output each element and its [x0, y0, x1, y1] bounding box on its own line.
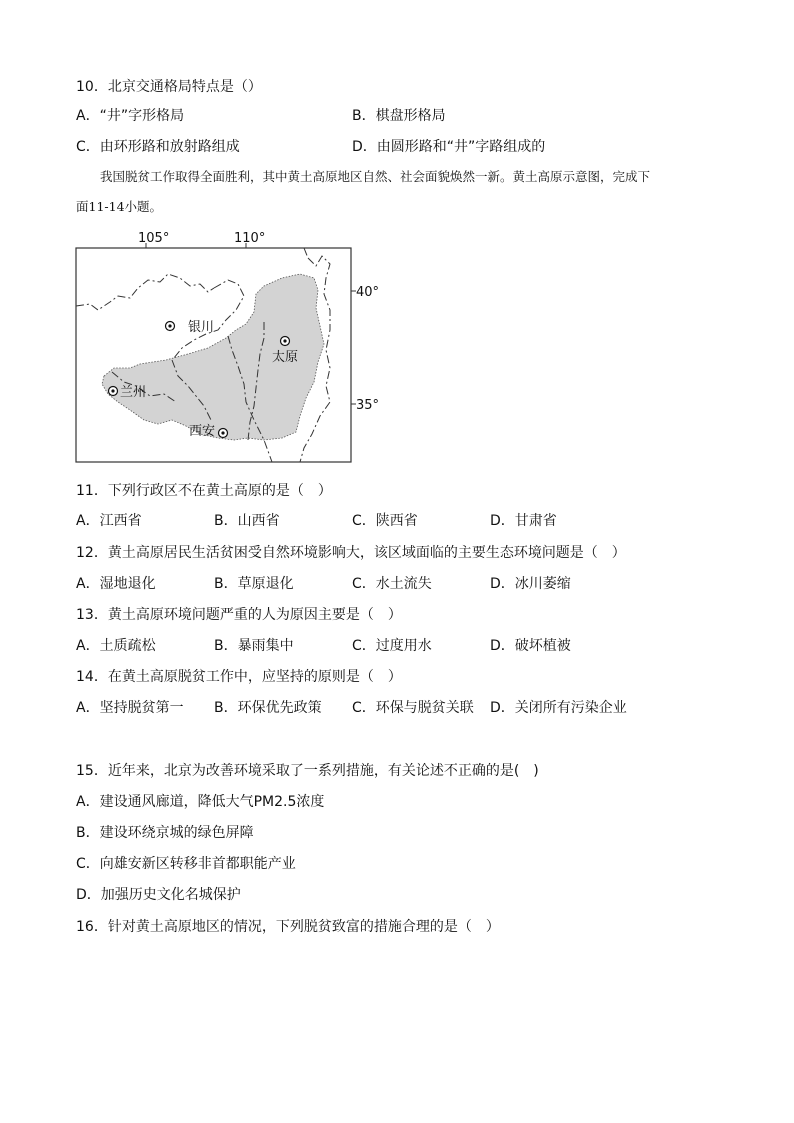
question-11-option-d: D．甘肃省: [490, 513, 557, 529]
passage-line-2: 面11-14小题。: [76, 199, 163, 214]
passage-line-1: 我国脱贫工作取得全面胜利，其中黄土高原地区自然、社会面貌焕然一新。黄土高原示意图，完成下: [100, 169, 651, 184]
question-10-option-b: B．棋盘形格局: [352, 108, 446, 124]
question-11-option-c: C．陕西省: [352, 513, 418, 529]
question-14-option-a: A．坚持脱贫第一: [76, 700, 184, 716]
question-10-option-c: C．由环形路和放射路组成: [76, 139, 240, 155]
question-11-option-a: A．江西省: [76, 513, 142, 529]
city-label-xian: 西安: [189, 424, 216, 439]
reading-passage: [76, 162, 730, 222]
question-12-option-c: C．水土流失: [352, 576, 432, 592]
question-16-stem: 16．针对黄土高原地区的情况，下列脱贫致富的措施合理的是（ ）: [76, 919, 500, 935]
lon-label-110: 110°: [234, 231, 266, 246]
question-14-option-d: D．关闭所有污染企业: [490, 700, 627, 716]
loess-plateau-map: [68, 226, 398, 466]
city-label-yinchuan: 银川: [188, 320, 215, 335]
lat-label-35: 35°: [356, 398, 380, 413]
city-label-lanzhou: 兰州: [120, 385, 147, 400]
question-12-option-a: A．湿地退化: [76, 576, 156, 592]
question-10-option-d: D．由圆形路和“井”字路组成的: [352, 139, 546, 155]
question-14-option-b: B．环保优先政策: [214, 700, 322, 716]
city-label-taiyuan: 太原: [272, 350, 299, 365]
question-12-option-d: D．冰川萎缩: [490, 576, 571, 592]
question-15-stem: 15．近年来，北京为改善环境采取了一系列措施，有关论述不正确的是( ): [76, 763, 539, 779]
question-14-option-c: C．环保与脱贫关联: [352, 700, 474, 716]
question-15-option-a: A．建设通风廊道，降低大气PM2.5浓度: [76, 794, 325, 810]
question-13-option-a: A．土质疏松: [76, 638, 156, 654]
question-13-option-b: B．暴雨集中: [214, 638, 294, 654]
question-12-stem: 12．黄土高原居民生活贫困受自然环境影响大，该区域面临的主要生态环境问题是（ ）: [76, 545, 626, 561]
question-12-option-b: B．草原退化: [214, 576, 294, 592]
question-15-option-c: C．向雄安新区转移非首都职能产业: [76, 856, 296, 872]
question-13-option-d: D．破坏植被: [490, 638, 571, 654]
lon-label-105: 105°: [138, 231, 170, 246]
question-15-option-d: D．加强历史文化名城保护: [76, 887, 241, 903]
question-13-option-c: C．过度用水: [352, 638, 432, 654]
question-10-stem: 10．北京交通格局特点是（）: [76, 79, 262, 95]
question-11-option-b: B．山西省: [214, 513, 280, 529]
question-15-option-b: B．建设环绕京城的绿色屏障: [76, 825, 254, 841]
lat-label-40: 40°: [356, 285, 380, 300]
question-13-stem: 13．黄土高原环境问题严重的人为原因主要是（ ）: [76, 607, 402, 623]
question-14-stem: 14．在黄土高原脱贫工作中，应坚持的原则是（ ）: [76, 669, 402, 685]
question-11-stem: 11．下列行政区不在黄土高原的是（ ）: [76, 483, 332, 499]
question-10-option-a: A．“井”字形格局: [76, 108, 185, 124]
